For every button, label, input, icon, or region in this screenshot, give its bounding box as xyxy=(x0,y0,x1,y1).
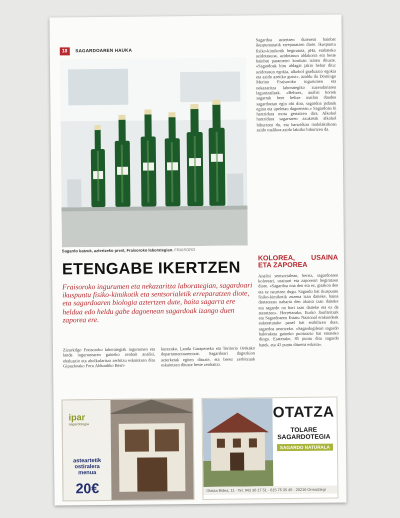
menu-line-2: ostiralera xyxy=(74,464,100,471)
page-number: 18 xyxy=(60,47,70,55)
photo-credit: FRAISORO xyxy=(174,247,196,253)
right-column-bottom xyxy=(258,253,339,348)
menu-days xyxy=(66,458,108,476)
article-lead: Fraisoroko ingurumen eta nekazaritza laborategian, sagardoari ikuspuntu fisiko-kimikotik eta sentsorialetik erreparatzen diote, eta sagardoaren biologia aztertzen dute, baita sagarra ere heldua edo heldu gabe dagoenean sagardoak izango duen zaporea ere. xyxy=(62,280,253,325)
article-title: ETENGABE IKERTZEN xyxy=(62,259,241,279)
cider-bottles-photo xyxy=(60,57,248,247)
section-title: SAGARDOAREN HAUKA xyxy=(75,47,133,54)
ad-footer: Otatza Bidea, 11 · Tel. 943 36 17 51 · 615 75 35 45 · 20216 Ormaiztegi xyxy=(203,486,337,495)
menu-price: 20€ xyxy=(75,480,100,497)
menu-line-1: asteartetik xyxy=(73,458,102,465)
cider-house-ad-right xyxy=(201,397,338,500)
ad-brand-sub: sagardotegia xyxy=(68,422,89,427)
ad-tagline: SAGARDO NATURALA xyxy=(277,444,333,452)
ad-brand xyxy=(69,412,107,426)
restaurant-ad-left xyxy=(61,398,194,501)
newspaper-page xyxy=(49,14,346,505)
ad-name: OTATZA xyxy=(272,403,335,422)
ad-brand-name: ipar xyxy=(68,412,86,423)
subheading: KOLOREA, USAINA ETA ZAPOREA xyxy=(257,254,339,270)
ad-subtitle xyxy=(273,427,335,442)
caption-text: Sagardo batzuk, aztertzeko prest, Fraisoroko laborategian. xyxy=(61,247,174,254)
menu-line-3: menua xyxy=(78,470,97,477)
article-body-col2: kuntzako, Landa Garapeneko eta Teritorio Orekako departamentuarentzat. Sagardoari dagozkion azterketak egiten dituzte, eta berez zerbitzuak eskaintzen dituzte beste zenbaitzi. xyxy=(160,345,256,368)
ad-subtitle-line-2: SAGARDOTEGIA xyxy=(277,433,331,442)
article-body-col1: Zizurkilgo Fraisoroko laborategiak ingurumen eta landa ingurunearen gaineko zenbait analisi, ebaluazio eta aholkularitza zerbitzu eskaintzen ditu Gipuzkoako Foru Aldundiko Berri- xyxy=(62,346,156,369)
photo-caption xyxy=(62,247,252,254)
right-column-top: Sagardoa aztertzen duteneat hainbat ikuspuntutatik erreparatzen diote. Ikuspuntu fisiko-kimikotik begiratuta, pHa, erabateko azidotasuna, azidotasun aldakorra eta beste hainbat parametro kontuan izaten dituzte. «Sagardoak hiru aldagai jakin behar ditu: azidotasun egokia, alkohol graduazio egokia eta azido azetiko gutxi», azaldu du Domingo Merino Fraisoroko ingurumen eta nekazaritza laborategiko zuzendariaren laguntzaileak. «Beltzez, analisi horiek sagarrak bere heltze mailan dauden sagardoetan egin ohi dira, sagardoa jadanik egina eta upeletan dagoenean.» Sagardoan bi hartzidura mota gertatzen dira. Alkohol hartzidura sagarraren azukreak alkohol bihurtzen du, eta hartzidura malolaktikoan azido malikoa azido laktiko bihurtzen da. xyxy=(255,36,337,133)
ad-subtitle-line-1: TOLARE xyxy=(290,426,318,435)
cider-bottles-illustration xyxy=(60,57,248,247)
right-column-bottom-text: Analisi sentsorialean, berriz, sagardoaren koloreari, usainari eta zaporeari begiratzen diote. «Sagardoa ona den eta ez, gisakoa den eta ez neurtzen dugu. Sagardo bat ikuspuntu fisiko-kimikotik zuzena izan daiteke, baina dastatzean nabaria den akatsa izan daiteke eta sagardo on hori izan daiteke eta ez da ateratzen». Horretarako, Eusko Jaurlaritzak eta Sagardoaren Estatu Nazional erakundeak aukeratutako panel bat erabiltzen dute, sagardoa neurtzeko. «Sagardogileari sagardo baloraketa gaineko puntuazio bat emateko diogu. Esaterako, 85 puntu ditu sagardo batek, eta 43 puntu dituena eskasa». xyxy=(258,272,339,348)
farmhouse-illustration xyxy=(202,398,273,487)
